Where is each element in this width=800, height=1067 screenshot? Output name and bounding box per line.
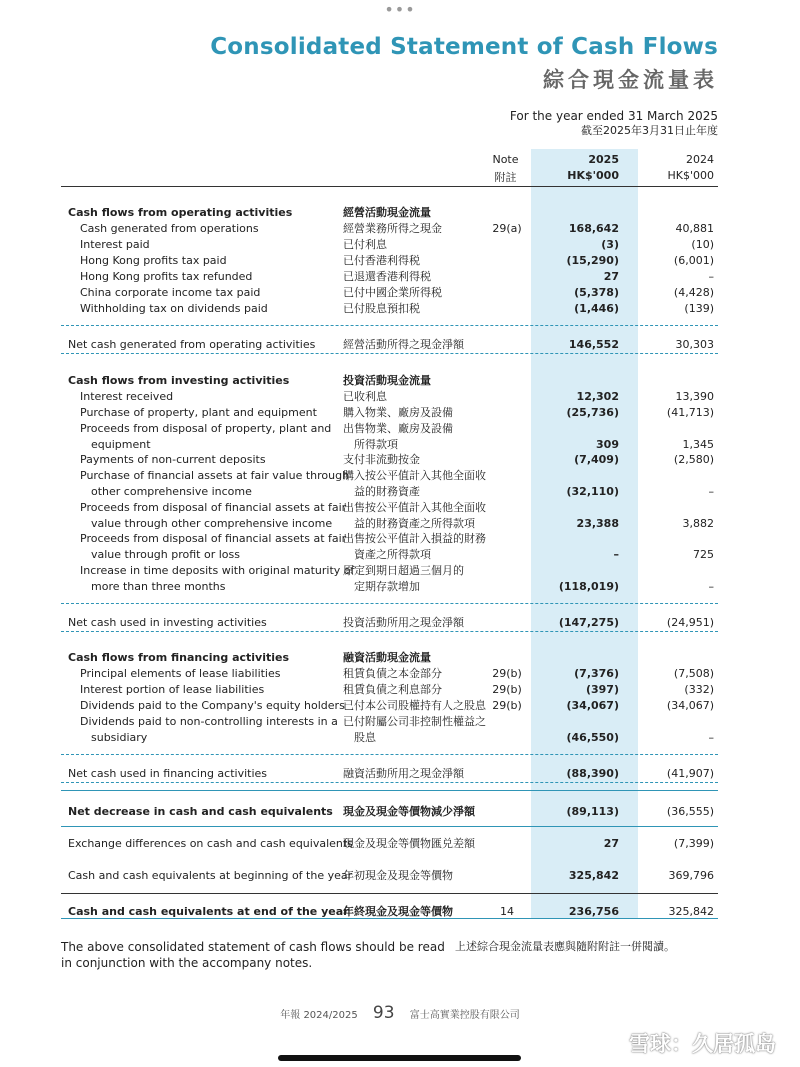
header-year-2025: 2025: [588, 153, 619, 166]
divider: [61, 325, 718, 326]
row-label-zh: 現金及現金等價物匯兑差額: [343, 837, 475, 850]
value-2025: 12,302: [576, 390, 619, 403]
value-2024: 369,796: [668, 869, 714, 882]
value-2025: 168,642: [568, 222, 619, 235]
row-label-en: Dividends paid to the Company's equity holders: [80, 699, 345, 712]
row-label-zh: 經營業務所得之現金: [343, 222, 442, 235]
value-2024: 725: [693, 547, 714, 561]
value-2025: (5,378): [574, 286, 619, 299]
value-2025: 27: [603, 837, 619, 850]
divider: [61, 918, 718, 919]
row-label-en: other comprehensive income: [91, 484, 252, 498]
period-zh: 截至2025年3月31日止年度: [581, 124, 718, 137]
row-label-en: Dividends paid to non-controlling interests in a: [80, 715, 338, 728]
row-label-en: Purchase of financial assets at fair value through: [80, 469, 350, 482]
value-2024: 3,882: [682, 516, 714, 530]
row-label-en: subsidiary: [91, 730, 148, 744]
divider: [61, 790, 718, 791]
divider: [61, 782, 718, 783]
row-label-zh: 出售物業、廠房及設備: [343, 422, 453, 435]
value-2025: (15,290): [566, 254, 619, 267]
row-label-zh: 出售按公平值計入損益的財務: [343, 532, 486, 545]
value-2024: (34,067): [666, 699, 714, 712]
row-label-en: equipment: [91, 437, 151, 451]
footnote-zh: 上述綜合現金流量表應與隨附附註一併閱讀。: [455, 940, 675, 953]
row-label-zh: 投資活動現金流量: [343, 374, 431, 387]
value-2025: (88,390): [566, 767, 619, 780]
row-label-zh: 原定到期日超過三個月的: [343, 564, 464, 577]
row-label-zh: 購入按公平值計入其他全面收: [343, 469, 486, 482]
value-2024: –: [708, 579, 714, 593]
row-label-en: Cash and cash equivalents at beginning of the year: [68, 869, 353, 882]
row-label-en: Exchange differences on cash and cash equivalents: [68, 837, 353, 850]
value-2024: –: [708, 270, 714, 283]
value-2025: 325,842: [568, 869, 619, 882]
row-label-en: Proceeds from disposal of financial assets at fair: [80, 532, 347, 545]
header-note-zh: 附註: [494, 171, 517, 184]
row-label-zh: 已付附屬公司非控制性權益之: [343, 715, 486, 728]
row-label-en: Interest portion of lease liabilities: [80, 683, 265, 696]
row-label-zh: 融資活動所用之現金淨額: [343, 767, 464, 780]
row-note: 29(b): [492, 699, 522, 712]
footer-report-year: 年報 2024/2025: [280, 1010, 358, 1021]
row-label-en: Proceeds from disposal of property, plant and: [80, 422, 332, 435]
row-label-en: Net cash used in financing activities: [68, 767, 268, 780]
value-2024: (7,508): [673, 667, 714, 680]
title-en: Consolidated Statement of Cash Flows: [210, 34, 718, 60]
row-label-zh: 融資活動現金流量: [343, 651, 431, 664]
row-note: 14: [500, 905, 514, 918]
row-label-en: Hong Kong profits tax refunded: [80, 270, 253, 283]
row-label-en: Purchase of property, plant and equipment: [80, 406, 317, 419]
divider: [61, 603, 718, 604]
row-label-zh: 已付香港利得税: [343, 254, 420, 267]
row-label-zh: 租賃負債之利息部分: [343, 683, 442, 696]
row-label-zh: 已付中國企業所得税: [343, 286, 442, 299]
value-2025: (7,409): [574, 453, 619, 466]
period-en: For the year ended 31 March 2025: [509, 109, 718, 123]
value-2024: (2,580): [673, 453, 714, 466]
value-2024: 325,842: [668, 905, 714, 918]
row-label-en: Cash flows from operating activities: [68, 206, 293, 219]
row-label-en: Interest paid: [80, 238, 150, 251]
value-2025: (89,113): [566, 805, 619, 818]
divider: [61, 754, 718, 755]
row-label-zh: 出售按公平值計入其他全面收: [343, 501, 486, 514]
page-number: 93: [372, 1003, 395, 1023]
row-label-en: Net decrease in cash and cash equivalents: [68, 805, 333, 818]
home-indicator[interactable]: [278, 1055, 521, 1061]
row-label-zh: 購入物業、廠房及設備: [343, 406, 453, 419]
row-label-en: Net cash generated from operating activities: [68, 338, 316, 351]
value-2025: (34,067): [566, 699, 619, 712]
row-label-en: more than three months: [91, 579, 226, 593]
row-label-zh: 現金及現金等價物減少淨額: [343, 805, 475, 818]
value-2024: (7,399): [673, 837, 714, 850]
value-2025: (397): [585, 683, 619, 696]
divider: [61, 353, 718, 354]
row-label-zh: 已收利息: [343, 390, 387, 403]
row-label-zh: 支付非流動按金: [343, 453, 420, 466]
value-2024: –: [708, 484, 714, 498]
value-2025: –: [613, 547, 619, 561]
value-2025: 309: [596, 437, 619, 451]
value-2025: 27: [603, 270, 619, 283]
row-label-zh: 所得款項: [354, 437, 398, 451]
row-label-en: Proceeds from disposal of financial assets at fair: [80, 501, 347, 514]
value-2024: (332): [684, 683, 714, 696]
value-2025: (25,736): [566, 406, 619, 419]
title-zh: 綜合現金流量表: [543, 68, 718, 92]
window-dots-icon[interactable]: •••: [384, 0, 416, 19]
row-label-zh: 益的財務資產: [354, 484, 420, 498]
row-label-en: China corporate income tax paid: [80, 286, 261, 299]
footnote-en: The above consolidated statement of cash flows should be read in conjunction with the accompany notes.: [61, 940, 445, 970]
header-rule: [61, 186, 718, 187]
row-label-en: value through other comprehensive income: [91, 516, 333, 530]
row-label-zh: 已付利息: [343, 238, 387, 251]
row-label-en: Cash flows from investing activities: [68, 374, 290, 387]
row-label-zh: 經營活動現金流量: [343, 206, 431, 219]
row-label-en: Increase in time deposits with original maturity of: [80, 564, 355, 577]
row-label-zh: 已退還香港利得税: [343, 270, 431, 283]
value-2025: (32,110): [566, 484, 619, 498]
row-label-en: Cash flows from financing activities: [68, 651, 290, 664]
value-2024: (41,907): [666, 767, 714, 780]
value-2025: 236,756: [568, 905, 619, 918]
value-2024: (6,001): [673, 254, 714, 267]
row-label-en: Payments of non-current deposits: [80, 453, 266, 466]
value-2024: (4,428): [673, 286, 714, 299]
row-label-zh: 益的財務資產之所得款項: [354, 516, 475, 530]
value-2025: (46,550): [566, 730, 619, 744]
value-2025: (147,275): [558, 616, 619, 629]
row-label-zh: 已付股息預扣税: [343, 302, 420, 315]
value-2024: (36,555): [666, 805, 714, 818]
row-note: 29(a): [492, 222, 522, 235]
value-2024: 1,345: [682, 437, 714, 451]
row-label-zh: 已付本公司股權持有人之股息: [343, 699, 486, 712]
row-label-en: value through profit or loss: [91, 547, 240, 561]
divider: [61, 893, 718, 894]
footer-company-name: 富士高實業控股有限公司: [409, 1010, 520, 1021]
page-footer: [0, 1003, 800, 1023]
value-2024: 30,303: [675, 338, 714, 351]
row-label-zh: 投資活動所用之現金淨額: [343, 616, 464, 629]
row-label-zh: 資產之所得款項: [354, 547, 431, 561]
value-2025: 146,552: [568, 338, 619, 351]
value-2024: 40,881: [675, 222, 714, 235]
header-note: Note: [492, 153, 519, 166]
value-2025: 23,388: [576, 516, 619, 530]
row-label-en: Principal elements of lease liabilities: [80, 667, 281, 680]
row-label-en: Hong Kong profits tax paid: [80, 254, 227, 267]
value-2024: (10): [691, 238, 714, 251]
value-2024: 13,390: [675, 390, 714, 403]
row-label-en: Net cash used in investing activities: [68, 616, 267, 629]
row-label-zh: 經營活動所得之現金淨額: [343, 338, 464, 351]
header-currency-2024: HK$'000: [667, 169, 714, 182]
value-2025: (118,019): [558, 579, 619, 593]
divider: [61, 631, 718, 632]
value-2024: –: [708, 730, 714, 744]
divider: [61, 826, 718, 827]
value-2025: (3): [601, 238, 619, 251]
row-label-en: Cash generated from operations: [80, 222, 259, 235]
row-note: 29(b): [492, 667, 522, 680]
value-2025: (7,376): [574, 667, 619, 680]
row-label-zh: 年終現金及現金等價物: [343, 905, 453, 918]
value-2024: (24,951): [666, 616, 714, 629]
row-label-en: Withholding tax on dividends paid: [80, 302, 268, 315]
row-label-zh: 租賃負債之本金部分: [343, 667, 442, 680]
row-label-en: Interest received: [80, 390, 174, 403]
header-year-2024: 2024: [686, 153, 714, 166]
row-note: 29(b): [492, 683, 522, 696]
row-label-zh: 定期存款增加: [354, 579, 420, 593]
watermark: 雪球：久居孤岛: [629, 1032, 776, 1056]
value-2025: (1,446): [574, 302, 619, 315]
value-2024: (41,713): [666, 406, 714, 419]
value-2024: (139): [684, 302, 714, 315]
row-label-zh: 年初現金及現金等價物: [343, 869, 453, 882]
row-label-zh: 股息: [354, 730, 376, 744]
header-currency-2025: HK$'000: [567, 169, 619, 182]
row-label-en: Cash and cash equivalents at end of the year: [68, 905, 349, 918]
